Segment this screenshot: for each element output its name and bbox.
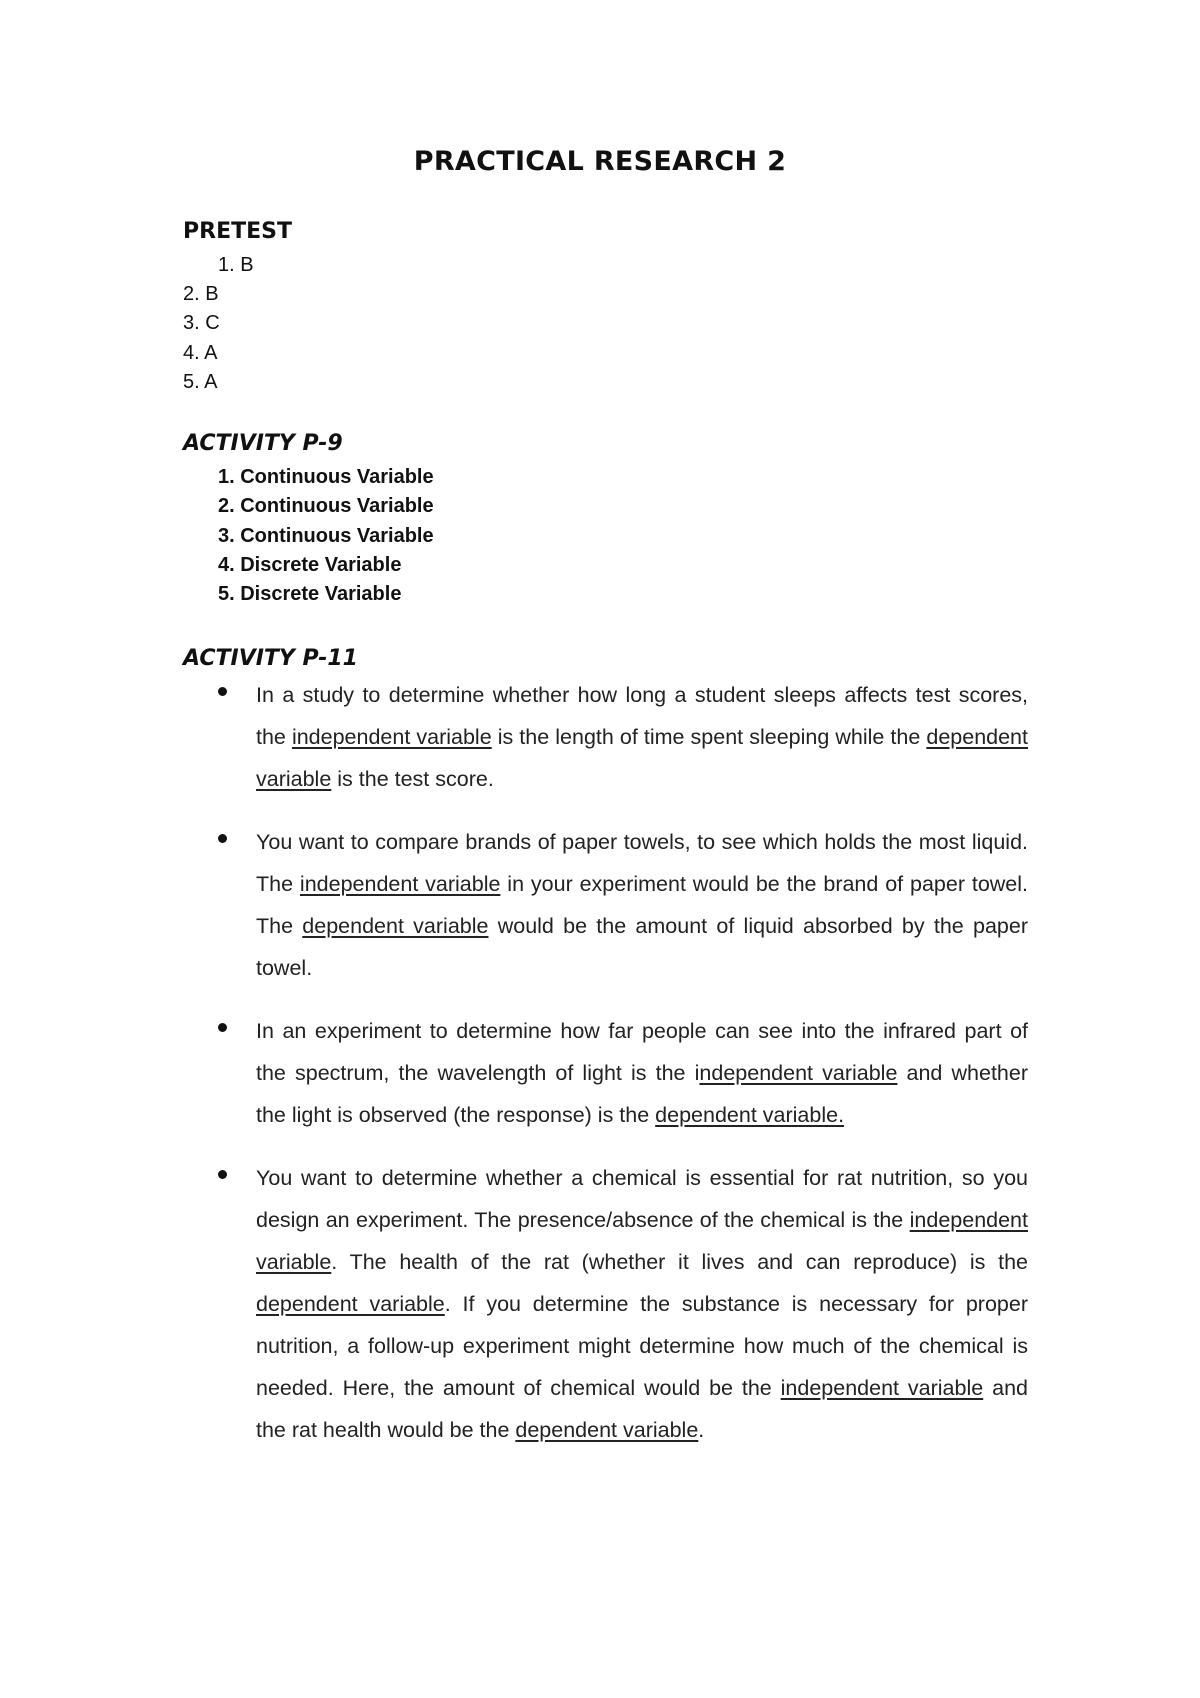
- text-run: You want to determine whether a chemical is essential for rat nutrition, so you design an experiment. The presence/absence of the chemical is the: [256, 1166, 1028, 1232]
- text-run: would be the amount of liquid absorbed by the paper towel.: [256, 914, 1028, 980]
- pretest-answer: 4. A: [183, 342, 218, 364]
- text-run: is the test score.: [331, 767, 494, 791]
- bullet-dot-icon: [218, 1170, 227, 1179]
- text-run: and the rat health would be the: [256, 1376, 1028, 1442]
- activity-p11-bullet: [214, 674, 1028, 800]
- text-run: You want to compare brands of paper towels, to see which holds the most liquid. The: [256, 830, 1028, 896]
- activity-p11-bullet: [214, 821, 1028, 989]
- activity-p11-bullet: [214, 1157, 1028, 1451]
- activity-p9-answer: 4. Discrete Variable: [218, 554, 402, 576]
- bullet-dot-icon: [218, 1023, 227, 1032]
- activity-p11-bullet: [214, 1010, 1028, 1136]
- activity-p9-answer: 5. Discrete Variable: [218, 583, 402, 605]
- activity-p9-answer: 1. Continuous Variable: [218, 466, 434, 488]
- underlined-term: independent variable: [299, 872, 501, 896]
- activity-p9-heading: ACTIVITY P-9: [183, 431, 343, 456]
- underlined-term: dependent variable: [302, 914, 489, 938]
- bullet-dot-icon: [218, 834, 227, 843]
- bullet-dot-icon: [218, 687, 227, 696]
- underlined-term: ndependent variable: [699, 1061, 898, 1085]
- pretest-answer: 1. B: [218, 254, 254, 276]
- activity-p9-answer: 3. Continuous Variable: [218, 525, 434, 547]
- pretest-answer: 3. C: [183, 312, 220, 334]
- page-title: PRACTICAL RESEARCH 2: [413, 146, 787, 177]
- bullet-paragraph: [256, 1010, 1028, 1136]
- bullet-paragraph: [256, 674, 1028, 800]
- text-run: in your experiment would be the brand of paper towel. The: [256, 872, 1029, 938]
- text-run: In an experiment to determine how far people can see into the infrared part of the spectrum, the wavelength of light is the i: [256, 1019, 1028, 1085]
- text-run: and whether the light is observed (the response) is the: [256, 1061, 1028, 1127]
- pretest-answer: 5. A: [183, 371, 218, 393]
- pretest-answer: 2. B: [183, 283, 219, 305]
- text-run: .: [698, 1418, 705, 1442]
- activity-p11-heading: ACTIVITY P-11: [183, 646, 358, 671]
- pretest-heading: PRETEST: [183, 219, 292, 244]
- text-run: is the length of time spent sleeping while the: [491, 725, 927, 749]
- text-run: . If you determine the substance is necessary for proper nutrition, a follow-up experiment might determine how much of the chemical is needed. Here, the amount of chemical would be the: [256, 1292, 1028, 1400]
- text-run: . The health of the rat (whether it lives and can reproduce) is the: [331, 1250, 1028, 1274]
- underlined-term: independent variable: [291, 725, 492, 749]
- bullet-paragraph: [256, 821, 1028, 989]
- bullet-paragraph: [256, 1157, 1028, 1451]
- underlined-term: independent variable: [256, 1208, 1028, 1274]
- activity-p9-answer: 2. Continuous Variable: [218, 495, 434, 517]
- underlined-term: dependent variable: [515, 1418, 699, 1442]
- underlined-term: dependent variable: [256, 1292, 445, 1316]
- underlined-term: dependent variable: [256, 725, 1028, 791]
- activity-p11-bullet-list: [214, 674, 1028, 1472]
- underlined-term: dependent variable.: [655, 1103, 845, 1127]
- underlined-term: independent variable: [780, 1376, 984, 1400]
- text-run: In a study to determine whether how long a student sleeps affects test scores, the: [256, 683, 1028, 749]
